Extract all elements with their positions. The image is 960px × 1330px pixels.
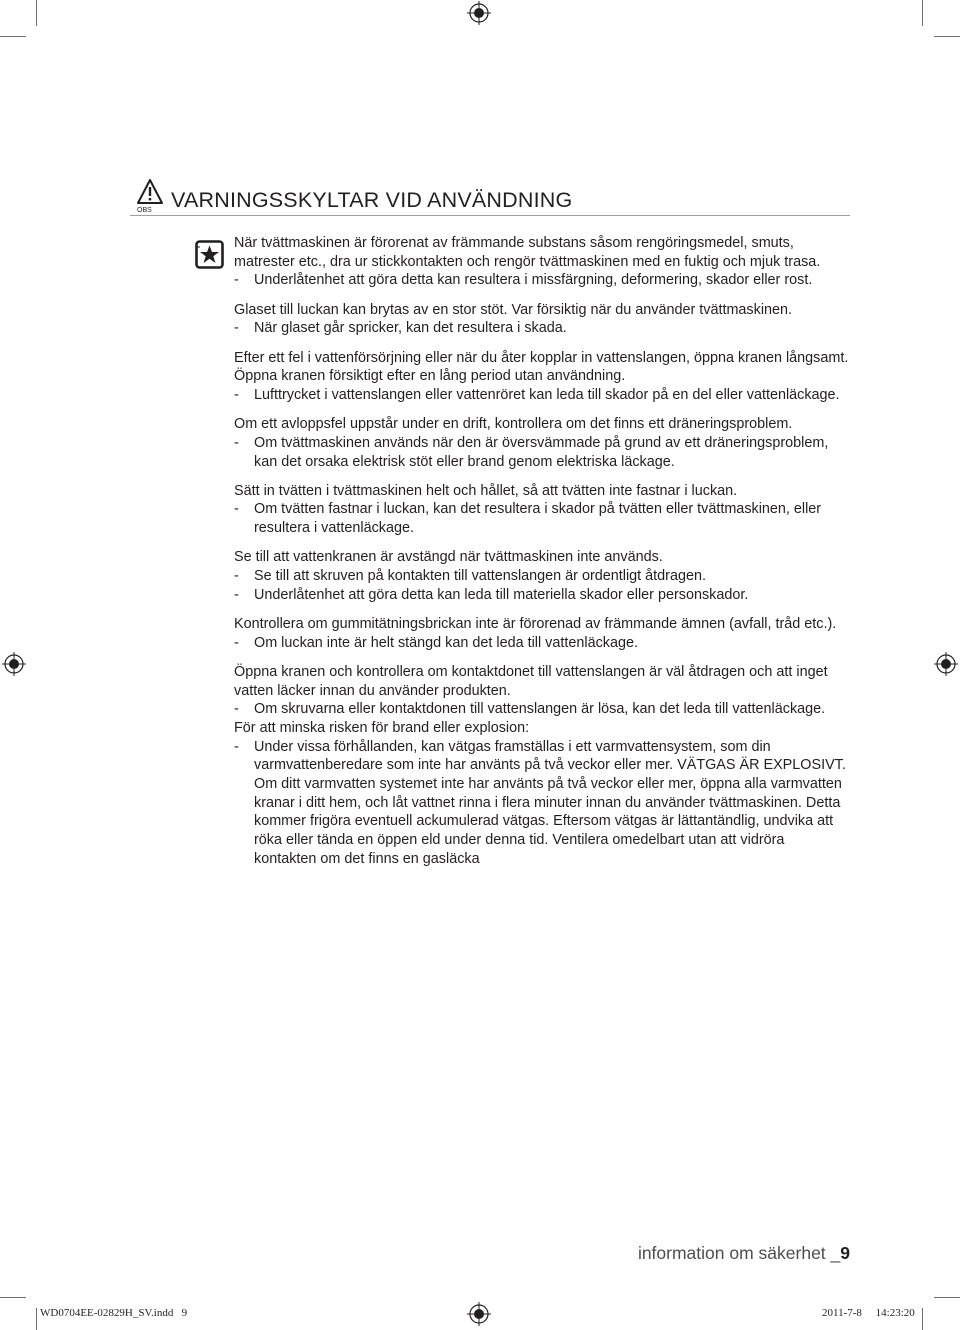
warning-bullet: - Lufttrycket i vattenslangen eller vattenröret kan leda till skador på en del eller vattenläckage.: [234, 386, 849, 405]
warning-bullet: - När glaset går spricker, kan det resultera i skada.: [234, 319, 849, 338]
page-footer: [638, 1243, 850, 1264]
warning-bullet: - Om skruvarna eller kontaktdonen till vattenslangen är lösa, kan det leda till vattenläckage.: [234, 700, 849, 719]
star-checkbox-icon: [195, 240, 224, 269]
warning-block: [234, 615, 849, 652]
print-slug-file: WD0704EE-02829H_SV.indd 9: [40, 1307, 188, 1319]
warning-lead: Kontrollera om gummitätningsbrickan inte är förorenad av främmande ämnen (avfall, tråd etc.).: [234, 615, 837, 632]
title-divider: [130, 215, 850, 216]
warning-lead: När tvättmaskinen är förorenat av främmande substans såsom rengöringsmedel, smuts, matrester etc., dra ur stickkontakten och rengör tvättmaskinen med en fuktig och mjuk trasa.: [234, 235, 821, 270]
warning-lead: För att minska risken för brand eller explosion:: [234, 719, 530, 736]
warning-bullet: - Om tvättmaskinen används när den är översvämmade på grund av ett dräneringsproblem, kan det orsaka elektrisk stöt eller brand genom elektriska läckage.: [234, 434, 849, 471]
warning-block: [234, 234, 849, 290]
crop-mark-bottom-left: [36, 1308, 37, 1330]
section-header: [130, 178, 850, 216]
crop-line-top-right: [934, 36, 960, 37]
registration-mark-icon: [2, 652, 26, 676]
warning-lead: Öppna kranen och kontrollera om kontaktdonet till vattenslangen är väl åtdragen och att inget vatten läcker innan du använder produkten.: [234, 663, 828, 699]
warning-bullet: - Om luckan inte är helt stängd kan det leda till vattenläckage.: [234, 634, 849, 653]
warning-lead: Om ett avloppsfel uppstår under en drift, kontrollera om det finns ett dräneringsproblem.: [234, 416, 793, 433]
page-number: 9: [840, 1243, 850, 1263]
crop-line-bottom-right: [934, 1297, 960, 1298]
crop-line-top-left: [0, 36, 26, 37]
warning-block: [234, 482, 849, 538]
warning-block: [234, 663, 849, 719]
section-title: VARNINGSSKYLTAR VID ANVÄNDNING: [171, 188, 573, 212]
warning-block: [234, 548, 849, 604]
registration-mark-icon: [467, 1, 491, 25]
footer-section-label: information om säkerhet _: [637, 1243, 841, 1263]
warning-bullet: - Se till att skruven på kontakten till vattenslangen är ordentligt åtdragen.: [234, 567, 849, 586]
warning-lead: Efter ett fel i vattenförsörjning eller när du åter kopplar in vattenslangen, öppna kranen långsamt.: [234, 349, 849, 366]
warning-bullet: - Om tvätten fastnar i luckan, kan det resultera i skador på tvätten eller tvättmaskinen, eller resultera i vattenläckage.: [234, 500, 849, 537]
warning-bullet: - Under vissa förhållanden, kan vätgas framställas i ett varmvattensystem, som din varmvattenberedare som inte har använts på två veckor eller mer. VÄTGAS ÄR EXPLOSIVT. Om ditt varmvatten systemet inte har använts på två veckor eller mer, öppna alla varmvatten kranar i ditt hem, och låt vattnet rinna i flera minuter innan du använder tvättmaskinen. Detta kommer frigöra eventuell ackumulerad vätgas. Eftersom vätgas är lättantändlig, undvika att röka eller tända en öppen eld under denna tid. Ventilera omedelbart utan att vidröra kontakten om det finns en gasläcka: [234, 738, 849, 869]
crop-line-bottom-left: [0, 1297, 26, 1298]
warning-triangle-icon: [136, 178, 164, 205]
warning-block: [234, 415, 849, 471]
obs-label: OBS: [137, 207, 152, 214]
registration-mark-icon: [934, 652, 958, 676]
warning-lead: Glaset till luckan kan brytas av en stor stöt. Var försiktig när du använder tvättmaskinen.: [234, 301, 793, 318]
warning-block: [234, 349, 849, 405]
warning-bullet: - Underlåtenhet att göra detta kan resultera i missfärgning, deformering, skador eller rost.: [234, 271, 849, 290]
crop-mark-top-left: [36, 0, 37, 26]
print-slug-date: 2011-7-8 14:23:20: [822, 1307, 915, 1319]
warning-lead: Sätt in tvätten i tvättmaskinen helt och hållet, så att tvätten inte fastnar i luckan.: [234, 482, 738, 499]
warning-lead: Se till att vattenkranen är avstängd när tvättmaskinen inte används.: [234, 549, 663, 566]
warning-lead-secondary: Öppna kranen försiktigt efter en lång period utan användning.: [234, 368, 626, 385]
crop-mark-bottom-right: [922, 1308, 923, 1330]
warning-block: [234, 301, 849, 338]
warning-block: [234, 719, 849, 869]
warning-list: [234, 234, 849, 879]
registration-mark-icon: [467, 1302, 491, 1326]
crop-mark-top-right: [922, 0, 923, 26]
warning-bullet: - Underlåtenhet att göra detta kan leda till materiella skador eller personskador.: [234, 586, 849, 605]
